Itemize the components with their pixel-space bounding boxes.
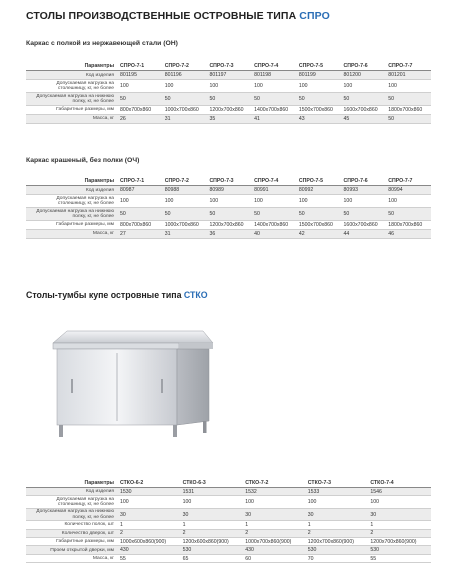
header-cell: СПРО-7-4	[252, 177, 297, 186]
param-cell: Количество дверок, шт	[26, 529, 118, 537]
param-cell: Масса, кг	[26, 229, 118, 238]
header-cell: СТКО-6-2	[118, 479, 181, 487]
value-cell: 2	[306, 529, 369, 537]
value-cell: 50	[252, 93, 297, 106]
value-cell: 1500x700x860	[297, 221, 342, 230]
value-cell: 44	[342, 229, 387, 238]
title-accent: СТКО	[183, 290, 208, 300]
value-cell: 801200	[342, 71, 387, 80]
value-cell: 430	[243, 546, 306, 554]
value-cell: 100	[118, 195, 163, 208]
table-header-row	[26, 479, 431, 487]
value-cell: 80992	[297, 186, 342, 195]
value-cell: 1600x700x860	[342, 106, 387, 115]
value-cell: 43	[297, 114, 342, 123]
header-cell: СПРО-7-1	[118, 177, 163, 186]
value-cell: 100	[306, 496, 369, 509]
value-cell: 2	[243, 529, 306, 537]
value-cell: 801199	[297, 71, 342, 80]
value-cell: 50	[386, 93, 431, 106]
value-cell: 100	[368, 496, 431, 509]
header-cell: Параметры	[26, 177, 118, 186]
value-cell: 100	[386, 195, 431, 208]
table-row	[26, 208, 431, 221]
value-cell: 35	[207, 114, 252, 123]
value-cell: 1200x700x860	[207, 106, 252, 115]
param-cell: Габаритные размеры, мм	[26, 221, 118, 230]
value-cell: 80993	[342, 186, 387, 195]
table-row	[26, 229, 431, 238]
value-cell: 50	[163, 208, 208, 221]
header-cell: СПРО-7-5	[297, 62, 342, 71]
table-header-row	[26, 62, 431, 71]
value-cell: 1533	[306, 487, 369, 495]
header-cell: СПРО-7-6	[342, 62, 387, 71]
value-cell: 530	[306, 546, 369, 554]
value-cell: 100	[207, 80, 252, 93]
table-row	[26, 186, 431, 195]
value-cell: 31	[163, 229, 208, 238]
value-cell: 1200x600x860(900)	[181, 538, 244, 546]
value-cell: 1000x700x860(900)	[243, 538, 306, 546]
value-cell: 50	[207, 208, 252, 221]
value-cell: 100	[181, 496, 244, 509]
header-cell: Параметры	[26, 479, 118, 487]
value-cell: 60	[243, 554, 306, 562]
value-cell: 2	[181, 529, 244, 537]
value-cell: 30	[181, 508, 244, 521]
param-cell: Проем открытой дверки, мм	[26, 546, 118, 554]
value-cell: 1530	[118, 487, 181, 495]
value-cell: 30	[306, 508, 369, 521]
table-row	[26, 546, 431, 554]
param-cell: Код изделия	[26, 186, 118, 195]
value-cell: 40	[252, 229, 297, 238]
value-cell: 1500x700x860	[297, 106, 342, 115]
value-cell: 1800x700x860	[386, 106, 431, 115]
header-cell: СПРО-7-7	[386, 62, 431, 71]
value-cell: 1200x700x860	[207, 221, 252, 230]
value-cell: 1546	[368, 487, 431, 495]
sliding-door-cabinet-image	[45, 327, 215, 442]
value-cell: 800x700x860	[118, 221, 163, 230]
table-row	[26, 538, 431, 546]
value-cell: 801197	[207, 71, 252, 80]
header-cell: СПРО-7-4	[252, 62, 297, 71]
table-row	[26, 80, 431, 93]
value-cell: 1	[118, 521, 181, 529]
param-cell: Габаритные размеры, мм	[26, 538, 118, 546]
value-cell: 50	[297, 93, 342, 106]
value-cell: 801201	[386, 71, 431, 80]
value-cell: 50	[297, 208, 342, 221]
header-cell: Параметры	[26, 62, 118, 71]
spec-table-stko	[26, 479, 431, 563]
value-cell: 430	[118, 546, 181, 554]
header-cell: СПРО-7-1	[118, 62, 163, 71]
header-cell: СПРО-7-2	[163, 177, 208, 186]
value-cell: 50	[207, 93, 252, 106]
value-cell: 100	[297, 80, 342, 93]
value-cell: 31	[163, 114, 208, 123]
value-cell: 50	[118, 208, 163, 221]
header-cell: СПРО-7-3	[207, 62, 252, 71]
value-cell: 1800x700x860	[386, 221, 431, 230]
value-cell: 80994	[386, 186, 431, 195]
table-row	[26, 508, 431, 521]
value-cell: 2	[368, 529, 431, 537]
value-cell: 70	[306, 554, 369, 562]
value-cell: 50	[386, 208, 431, 221]
value-cell: 45	[342, 114, 387, 123]
value-cell: 50	[342, 93, 387, 106]
value-cell: 100	[342, 195, 387, 208]
header-cell: СТКО-7-4	[368, 479, 431, 487]
value-cell: 1600x700x860	[342, 221, 387, 230]
header-cell: СПРО-7-7	[386, 177, 431, 186]
value-cell: 1	[306, 521, 369, 529]
param-cell: Допускаемая нагрузка на столешницу, кг, не более	[26, 195, 118, 208]
subsection-title-steel-shelf: Каркас с полкой из нержавеющей стали (ОН)	[26, 40, 178, 47]
value-cell: 2	[118, 529, 181, 537]
value-cell: 80989	[207, 186, 252, 195]
value-cell: 41	[252, 114, 297, 123]
param-cell: Количество полок, шт	[26, 521, 118, 529]
table-row	[26, 71, 431, 80]
param-cell: Код изделия	[26, 487, 118, 495]
value-cell: 1200x700x860(900)	[368, 538, 431, 546]
subsection-title-painted: Каркас крашеный, без полки (ОЧ)	[26, 157, 140, 164]
value-cell: 100	[243, 496, 306, 509]
value-cell: 1200x700x860(900)	[306, 538, 369, 546]
value-cell: 30	[118, 508, 181, 521]
header-cell: СПРО-7-2	[163, 62, 208, 71]
value-cell: 100	[297, 195, 342, 208]
value-cell: 100	[163, 195, 208, 208]
value-cell: 100	[163, 80, 208, 93]
table-row	[26, 521, 431, 529]
value-cell: 1	[368, 521, 431, 529]
value-cell: 26	[118, 114, 163, 123]
value-cell: 100	[118, 80, 163, 93]
value-cell: 100	[207, 195, 252, 208]
value-cell: 1000x600x860(900)	[118, 538, 181, 546]
value-cell: 50	[118, 93, 163, 106]
spec-table-spro-steel	[26, 62, 431, 124]
param-cell: Масса, кг	[26, 114, 118, 123]
param-cell: Допускаемая нагрузка на нижнюю полку, кг, не более	[26, 93, 118, 106]
value-cell: 46	[386, 229, 431, 238]
value-cell: 36	[207, 229, 252, 238]
value-cell: 100	[386, 80, 431, 93]
value-cell: 1400x700x860	[252, 221, 297, 230]
table-row	[26, 529, 431, 537]
header-cell: СПРО-7-6	[342, 177, 387, 186]
table-row	[26, 496, 431, 509]
value-cell: 1532	[243, 487, 306, 495]
value-cell: 1400x700x860	[252, 106, 297, 115]
value-cell: 1	[181, 521, 244, 529]
header-cell: СТКО-7-2	[243, 479, 306, 487]
param-cell: Код изделия	[26, 71, 118, 80]
value-cell: 65	[181, 554, 244, 562]
value-cell: 801198	[252, 71, 297, 80]
value-cell: 100	[342, 80, 387, 93]
value-cell: 100	[252, 80, 297, 93]
value-cell: 50	[163, 93, 208, 106]
table-row	[26, 195, 431, 208]
table-row	[26, 487, 431, 495]
section-title-spro	[26, 10, 330, 22]
value-cell: 55	[118, 554, 181, 562]
value-cell: 801195	[118, 71, 163, 80]
section-title-stko	[26, 290, 208, 300]
value-cell: 50	[252, 208, 297, 221]
value-cell: 100	[118, 496, 181, 509]
header-cell: СПРО-7-5	[297, 177, 342, 186]
header-cell: СТКО-6-3	[181, 479, 244, 487]
header-cell: СПРО-7-3	[207, 177, 252, 186]
header-cell: СТКО-7-3	[306, 479, 369, 487]
title-accent: СПРО	[299, 10, 330, 22]
param-cell: Допускаемая нагрузка на нижнюю полку, кг, не более	[26, 508, 118, 521]
value-cell: 1	[243, 521, 306, 529]
value-cell: 30	[243, 508, 306, 521]
param-cell: Допускаемая нагрузка на столешницу, кг, не более	[26, 496, 118, 509]
value-cell: 1000x700x860	[163, 221, 208, 230]
spec-table-spro-painted	[26, 177, 431, 239]
value-cell: 1531	[181, 487, 244, 495]
value-cell: 50	[342, 208, 387, 221]
value-cell: 1000x700x860	[163, 106, 208, 115]
value-cell: 80991	[252, 186, 297, 195]
table-row	[26, 93, 431, 106]
value-cell: 800x700x860	[118, 106, 163, 115]
table-row	[26, 114, 431, 123]
value-cell: 530	[368, 546, 431, 554]
value-cell: 55	[368, 554, 431, 562]
value-cell: 80988	[163, 186, 208, 195]
table-row	[26, 554, 431, 562]
value-cell: 801196	[163, 71, 208, 80]
value-cell: 30	[368, 508, 431, 521]
value-cell: 80987	[118, 186, 163, 195]
table-header-row	[26, 177, 431, 186]
param-cell: Масса, кг	[26, 554, 118, 562]
param-cell: Допускаемая нагрузка на нижнюю полку, кг, не более	[26, 208, 118, 221]
value-cell: 100	[252, 195, 297, 208]
table-row	[26, 106, 431, 115]
value-cell: 50	[386, 114, 431, 123]
value-cell: 530	[181, 546, 244, 554]
title-text: Столы-тумбы купе островные типа	[26, 290, 182, 300]
table-row	[26, 221, 431, 230]
value-cell: 42	[297, 229, 342, 238]
value-cell: 27	[118, 229, 163, 238]
param-cell: Допускаемая нагрузка на столешницу, кг, не более	[26, 80, 118, 93]
param-cell: Габаритные размеры, мм	[26, 106, 118, 115]
title-text: СТОЛЫ ПРОИЗВОДСТВЕННЫЕ ОСТРОВНЫЕ ТИПА	[26, 10, 297, 22]
